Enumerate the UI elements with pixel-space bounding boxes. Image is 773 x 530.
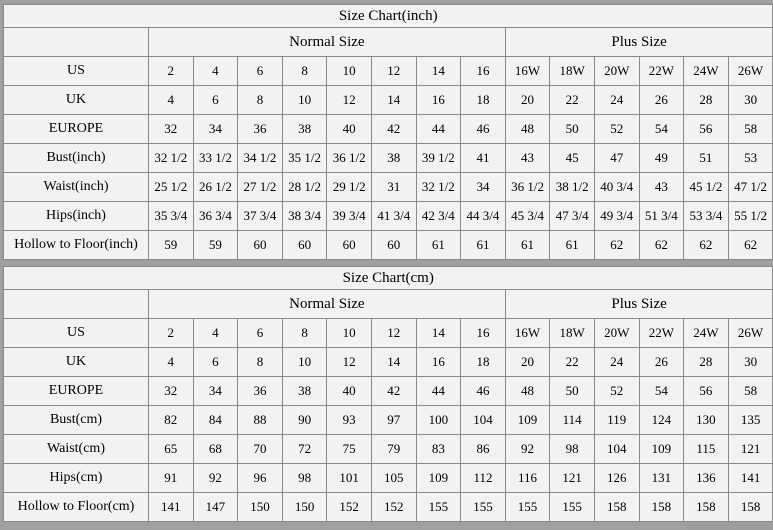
cell: 16 — [416, 86, 461, 115]
cell: 26W — [728, 319, 773, 348]
cell: 104 — [461, 406, 506, 435]
cell: 20W — [594, 319, 639, 348]
cell: 45 1/2 — [684, 173, 729, 202]
cell: 101 — [327, 464, 372, 493]
table-row — [4, 435, 773, 464]
cell: 59 — [149, 231, 194, 260]
cell: 152 — [327, 493, 372, 522]
cell: 136 — [684, 464, 729, 493]
chart-title: Size Chart(inch) — [4, 5, 773, 28]
cell: 70 — [238, 435, 283, 464]
cell: 26 — [639, 348, 684, 377]
cell: 22 — [550, 86, 595, 115]
cell: 6 — [193, 86, 238, 115]
cell: 115 — [684, 435, 729, 464]
cell: 48 — [505, 377, 550, 406]
cell: 16 — [416, 348, 461, 377]
cell: 93 — [327, 406, 372, 435]
cell: 40 3/4 — [594, 173, 639, 202]
cell: 155 — [505, 493, 550, 522]
row-label: US — [4, 57, 149, 86]
cell: 72 — [282, 435, 327, 464]
cell: 24 — [594, 86, 639, 115]
cell: 26 1/2 — [193, 173, 238, 202]
row-label: Hips(inch) — [4, 202, 149, 231]
cell: 39 3/4 — [327, 202, 372, 231]
cell: 40 — [327, 377, 372, 406]
cell: 114 — [550, 406, 595, 435]
cell: 26W — [728, 57, 773, 86]
cell: 61 — [505, 231, 550, 260]
cell: 61 — [416, 231, 461, 260]
cell: 46 — [461, 377, 506, 406]
cell: 62 — [594, 231, 639, 260]
cell: 25 1/2 — [149, 173, 194, 202]
cell: 84 — [193, 406, 238, 435]
cell: 35 3/4 — [149, 202, 194, 231]
cell: 36 — [238, 115, 283, 144]
cell: 12 — [327, 86, 372, 115]
cell: 42 3/4 — [416, 202, 461, 231]
cell: 4 — [149, 348, 194, 377]
cell: 16W — [505, 319, 550, 348]
cell: 124 — [639, 406, 684, 435]
cell: 48 — [505, 115, 550, 144]
cell: 49 — [639, 144, 684, 173]
cell: 34 — [193, 115, 238, 144]
cell: 44 — [416, 115, 461, 144]
cell: 4 — [149, 86, 194, 115]
table-row — [4, 57, 773, 86]
row-label: Waist(cm) — [4, 435, 149, 464]
table-row — [4, 406, 773, 435]
cell: 32 — [149, 377, 194, 406]
cell: 18 — [461, 86, 506, 115]
cell: 18W — [550, 319, 595, 348]
cell: 40 — [327, 115, 372, 144]
cell: 60 — [327, 231, 372, 260]
cell: 10 — [327, 57, 372, 86]
cell: 47 — [594, 144, 639, 173]
cell: 46 — [461, 115, 506, 144]
cell: 92 — [505, 435, 550, 464]
cell: 14 — [416, 319, 461, 348]
cell: 8 — [282, 319, 327, 348]
table-row — [4, 464, 773, 493]
cell: 38 3/4 — [282, 202, 327, 231]
cell: 24W — [684, 319, 729, 348]
cell: 96 — [238, 464, 283, 493]
cell: 62 — [639, 231, 684, 260]
size-chart-cm — [3, 266, 773, 522]
cell: 158 — [594, 493, 639, 522]
cell: 20W — [594, 57, 639, 86]
cell: 54 — [639, 115, 684, 144]
row-label: EUROPE — [4, 377, 149, 406]
cell: 6 — [238, 57, 283, 86]
group-header-plus: Plus Size — [505, 28, 773, 57]
cell: 98 — [550, 435, 595, 464]
corner-cell — [4, 28, 149, 57]
cell: 131 — [639, 464, 684, 493]
cell: 86 — [461, 435, 506, 464]
group-header-normal: Normal Size — [149, 290, 506, 319]
row-label: Hollow to Floor(inch) — [4, 231, 149, 260]
corner-cell — [4, 290, 149, 319]
cell: 24W — [684, 57, 729, 86]
cell: 53 — [728, 144, 773, 173]
cell: 20 — [505, 348, 550, 377]
cell: 88 — [238, 406, 283, 435]
cell: 26 — [639, 86, 684, 115]
title-row — [4, 5, 773, 28]
cell: 12 — [371, 319, 416, 348]
cell: 16 — [461, 319, 506, 348]
cell: 36 — [238, 377, 283, 406]
cell: 18W — [550, 57, 595, 86]
cell: 52 — [594, 377, 639, 406]
cell: 38 — [282, 115, 327, 144]
cell: 55 1/2 — [728, 202, 773, 231]
cell: 155 — [461, 493, 506, 522]
cell: 41 — [461, 144, 506, 173]
cell: 158 — [639, 493, 684, 522]
cell: 6 — [238, 319, 283, 348]
cell: 34 1/2 — [238, 144, 283, 173]
cell: 2 — [149, 319, 194, 348]
cell: 112 — [461, 464, 506, 493]
cell: 62 — [684, 231, 729, 260]
cell: 28 — [684, 86, 729, 115]
cell: 51 — [684, 144, 729, 173]
cell: 36 1/2 — [505, 173, 550, 202]
cell: 126 — [594, 464, 639, 493]
cell: 158 — [684, 493, 729, 522]
cell: 58 — [728, 115, 773, 144]
cell: 38 — [282, 377, 327, 406]
table-row — [4, 86, 773, 115]
cell: 62 — [728, 231, 773, 260]
cell: 42 — [371, 115, 416, 144]
cell: 60 — [371, 231, 416, 260]
cell: 121 — [728, 435, 773, 464]
cell: 30 — [728, 348, 773, 377]
group-header-plus: Plus Size — [505, 290, 773, 319]
table-row — [4, 231, 773, 260]
table-row — [4, 377, 773, 406]
cell: 29 1/2 — [327, 173, 372, 202]
cell: 4 — [193, 319, 238, 348]
cell: 4 — [193, 57, 238, 86]
cell: 155 — [550, 493, 595, 522]
cell: 56 — [684, 377, 729, 406]
cell: 34 — [193, 377, 238, 406]
size-chart-inch — [3, 4, 773, 260]
cell: 79 — [371, 435, 416, 464]
title-row — [4, 267, 773, 290]
cell: 158 — [728, 493, 773, 522]
cell: 12 — [371, 57, 416, 86]
cell: 45 — [550, 144, 595, 173]
cell: 56 — [684, 115, 729, 144]
cell: 10 — [327, 319, 372, 348]
cell: 141 — [149, 493, 194, 522]
cell: 36 3/4 — [193, 202, 238, 231]
table-row — [4, 173, 773, 202]
cell: 150 — [282, 493, 327, 522]
cell: 109 — [639, 435, 684, 464]
cell: 61 — [461, 231, 506, 260]
cell: 38 1/2 — [550, 173, 595, 202]
cell: 38 — [371, 144, 416, 173]
cell: 51 3/4 — [639, 202, 684, 231]
cell: 35 1/2 — [282, 144, 327, 173]
cell: 50 — [550, 377, 595, 406]
cell: 45 3/4 — [505, 202, 550, 231]
cell: 150 — [238, 493, 283, 522]
cell: 16 — [461, 57, 506, 86]
cell: 44 — [416, 377, 461, 406]
cell: 50 — [550, 115, 595, 144]
cell: 60 — [238, 231, 283, 260]
cell: 8 — [282, 57, 327, 86]
row-label: US — [4, 319, 149, 348]
cell: 31 — [371, 173, 416, 202]
row-label: Bust(inch) — [4, 144, 149, 173]
cell: 59 — [193, 231, 238, 260]
row-label: Hips(cm) — [4, 464, 149, 493]
cell: 91 — [149, 464, 194, 493]
cell: 97 — [371, 406, 416, 435]
cell: 90 — [282, 406, 327, 435]
size-chart-cm-body — [4, 267, 773, 522]
cell: 82 — [149, 406, 194, 435]
cell: 116 — [505, 464, 550, 493]
cell: 39 1/2 — [416, 144, 461, 173]
cell: 32 1/2 — [416, 173, 461, 202]
cell: 27 1/2 — [238, 173, 283, 202]
cell: 16W — [505, 57, 550, 86]
cell: 14 — [371, 86, 416, 115]
row-label: UK — [4, 86, 149, 115]
cell: 18 — [461, 348, 506, 377]
table-row — [4, 144, 773, 173]
cell: 83 — [416, 435, 461, 464]
cell: 2 — [149, 57, 194, 86]
cell: 54 — [639, 377, 684, 406]
cell: 47 1/2 — [728, 173, 773, 202]
table-row — [4, 202, 773, 231]
row-label: Hollow to Floor(cm) — [4, 493, 149, 522]
cell: 141 — [728, 464, 773, 493]
cell: 28 1/2 — [282, 173, 327, 202]
cell: 52 — [594, 115, 639, 144]
cell: 105 — [371, 464, 416, 493]
cell: 30 — [728, 86, 773, 115]
group-header-row — [4, 28, 773, 57]
group-header-normal: Normal Size — [149, 28, 506, 57]
cell: 152 — [371, 493, 416, 522]
table-row — [4, 319, 773, 348]
cell: 135 — [728, 406, 773, 435]
cell: 22 — [550, 348, 595, 377]
cell: 6 — [193, 348, 238, 377]
cell: 14 — [371, 348, 416, 377]
row-label: UK — [4, 348, 149, 377]
cell: 61 — [550, 231, 595, 260]
cell: 130 — [684, 406, 729, 435]
cell: 28 — [684, 348, 729, 377]
cell: 43 — [639, 173, 684, 202]
group-header-row — [4, 290, 773, 319]
cell: 43 — [505, 144, 550, 173]
table-row — [4, 115, 773, 144]
table-row — [4, 493, 773, 522]
cell: 109 — [505, 406, 550, 435]
cell: 109 — [416, 464, 461, 493]
chart-title: Size Chart(cm) — [4, 267, 773, 290]
cell: 119 — [594, 406, 639, 435]
cell: 36 1/2 — [327, 144, 372, 173]
cell: 10 — [282, 86, 327, 115]
cell: 92 — [193, 464, 238, 493]
cell: 42 — [371, 377, 416, 406]
cell: 121 — [550, 464, 595, 493]
row-label: Waist(inch) — [4, 173, 149, 202]
cell: 147 — [193, 493, 238, 522]
cell: 49 3/4 — [594, 202, 639, 231]
row-label: Bust(cm) — [4, 406, 149, 435]
cell: 24 — [594, 348, 639, 377]
cell: 34 — [461, 173, 506, 202]
table-row — [4, 348, 773, 377]
cell: 32 — [149, 115, 194, 144]
cell: 22W — [639, 57, 684, 86]
cell: 44 3/4 — [461, 202, 506, 231]
cell: 65 — [149, 435, 194, 464]
cell: 37 3/4 — [238, 202, 283, 231]
cell: 68 — [193, 435, 238, 464]
cell: 98 — [282, 464, 327, 493]
cell: 100 — [416, 406, 461, 435]
cell: 60 — [282, 231, 327, 260]
cell: 32 1/2 — [149, 144, 194, 173]
cell: 75 — [327, 435, 372, 464]
size-chart-inch-body — [4, 5, 773, 260]
cell: 22W — [639, 319, 684, 348]
row-label: EUROPE — [4, 115, 149, 144]
cell: 14 — [416, 57, 461, 86]
cell: 155 — [416, 493, 461, 522]
cell: 47 3/4 — [550, 202, 595, 231]
cell: 8 — [238, 86, 283, 115]
cell: 20 — [505, 86, 550, 115]
cell: 12 — [327, 348, 372, 377]
cell: 53 3/4 — [684, 202, 729, 231]
cell: 104 — [594, 435, 639, 464]
cell: 8 — [238, 348, 283, 377]
cell: 33 1/2 — [193, 144, 238, 173]
cell: 58 — [728, 377, 773, 406]
cell: 41 3/4 — [371, 202, 416, 231]
cell: 10 — [282, 348, 327, 377]
